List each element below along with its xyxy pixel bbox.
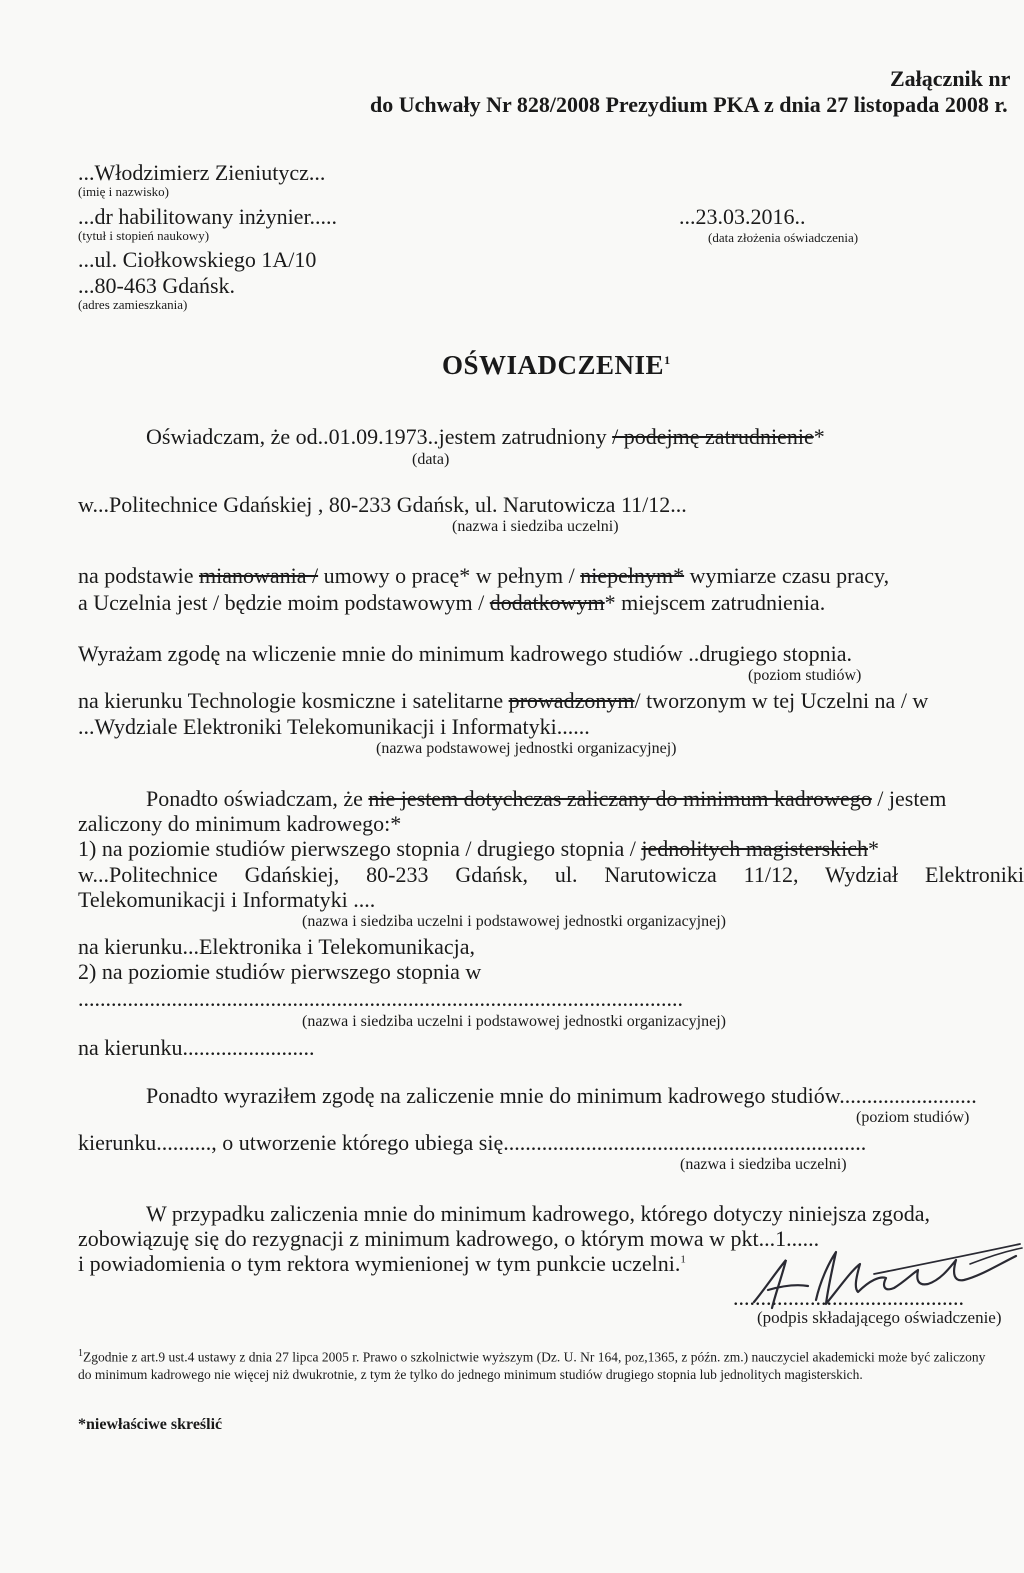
prior-consent-university-caption: (nazwa i siedziba uczelni)	[680, 1156, 847, 1173]
level-1-field-line: na kierunku...Elektronika i Telekomunikacja,	[78, 934, 475, 959]
additional-statement-line: Ponadto oświadczam, że nie jestem dotychczas zaliczany do minimum kadrowego / jestem	[146, 786, 947, 811]
person-name-caption: (imię i nazwisko)	[78, 184, 169, 199]
declaration-date: ...23.03.2016..	[679, 204, 806, 229]
footnote-mark: 1	[78, 1348, 83, 1359]
obligation-line-2: zobowiązuję się do rezygnacji z minimum kadrowego, o którym mowa w pkt...1......	[78, 1226, 820, 1251]
level-2-line: 2) na poziomie studiów pierwszego stopnia w	[78, 959, 482, 984]
level-1-caption: (nazwa i siedziba uczelni i podstawowej jednostki organizacyjnej)	[302, 913, 726, 930]
declaration-date-caption: (data złożenia oświadczenia)	[708, 230, 859, 245]
level-1-line: 1) na poziomie studiów pierwszego stopnia / drugiego stopnia / jednolitych magisterskich*	[78, 836, 880, 861]
prior-consent-field-line: kierunku.........., o utworzenie którego ubiega się..................................................................	[78, 1130, 867, 1155]
resolution-reference: do Uchwały Nr 828/2008 Prezydium PKA z dnia 27 listopada 2008 r.	[370, 92, 1008, 117]
person-title: ...dr habilitowany inżynier.....	[78, 204, 338, 229]
prior-consent-level-caption: (poziom studiów)	[856, 1109, 970, 1126]
primary-employment-line: a Uczelnia jest / będzie moim podstawowym / dodatkowym* miejscem zatrudnienia.	[78, 590, 826, 615]
prior-consent-line: Ponadto wyraziłem zgodę na zaliczenie mnie do minimum kadrowego studiów.........................	[146, 1083, 977, 1108]
level-2-dotted-line: ..............................................................................................................	[78, 986, 683, 1011]
struck-option: jednolitych magisterskich	[641, 836, 869, 861]
faculty-caption: (nazwa podstawowej jednostki organizacyjnej)	[376, 740, 677, 757]
included-in-minimum-line: zaliczony do minimum kadrowego:*	[78, 811, 402, 836]
study-level-caption: (poziom studiów)	[748, 667, 862, 684]
signature-caption: (podpis składającego oświadczenie)	[757, 1308, 1002, 1327]
annex-label: Załącznik nr	[890, 66, 1011, 91]
level-2-caption: (nazwa i siedziba uczelni i podstawowej jednostki organizacyjnej)	[302, 1013, 726, 1030]
obligation-line-1: W przypadku zaliczenia mnie do minimum kadrowego, którego dotyczy niniejsza zgoda,	[146, 1201, 931, 1226]
person-name: ...Włodzimierz Zieniutycz...	[78, 160, 326, 185]
faculty-line: ...Wydziale Elektroniki Telekomunikacji i Informatyki......	[78, 714, 590, 739]
struck-option: nie jestem dotychczas zaliczany do minimum kadrowego	[368, 786, 872, 811]
level-1-faculty-line: Telekomunikacji i Informatyki ....	[78, 887, 376, 912]
level-2-field-line: na kierunku........................	[78, 1035, 315, 1060]
handwritten-signature	[724, 1230, 1024, 1320]
field-of-study-line: na kierunku Technologie kosmiczne i satelitarne prowadzonym/ tworzonym w tej Uczelni na / w	[78, 688, 929, 713]
consent-line: Wyrażam zgodę na wliczenie mnie do minimum kadrowego studiów ..drugiego stopnia.	[78, 641, 852, 666]
obligation-line-3: i powiadomienia o tym rektora wymienionej w tym punkcie uczelni.$^1$	[78, 1251, 686, 1276]
signature-dotted-line: ..........................................	[733, 1285, 964, 1310]
date-caption: (data)	[412, 451, 450, 468]
address-caption: (adres zamieszkania)	[78, 297, 188, 312]
obligation-footnote-mark: 1	[680, 1253, 686, 1266]
employment-basis-line: na podstawie mianowania / umowy o pracę* w pełnym / niepełnym* wymiarze czasu pracy,	[78, 563, 890, 588]
employment-statement: Oświadczam, że od..01.09.1973..jestem zatrudniony / podejmę zatrudnienie*	[146, 424, 825, 449]
university-caption: (nazwa i siedziba uczelni)	[452, 518, 619, 535]
level-1-university-line: w...Politechnice Gdańskiej, 80-233 Gdańsk, ul. Narutowicza 11/12, Wydział Elektroniki	[78, 862, 1024, 887]
title-footnote-mark: 1	[664, 353, 671, 367]
struck-option: dodatkowym	[489, 590, 605, 615]
struck-option: mianowania /	[198, 563, 319, 588]
document-title: OŚWIADCZENIE$^1$	[442, 350, 671, 380]
address-line-2: ...80-463 Gdańsk.	[78, 273, 236, 298]
footnote: $^1$Zgodnie z art.9 ust.4 ustawy z dnia 27 lipca 2005 r. Prawo o szkolnictwie wyższym (Dz. U. Nr 164, poz,1365, z późn. zm.) nauczyciel akademicki może być zaliczony do minimum kadrowego nie więcej niż dwukrotnie, z tym że tylko do jednego minimum studiów drugiego stopnia lub jednolitych magisterskich.	[78, 1348, 986, 1382]
struck-option: prowadzonym	[508, 688, 635, 713]
address-line-1: ...ul. Ciołkowskiego 1A/10	[78, 247, 317, 272]
person-title-caption: (tytuł i stopień naukowy)	[78, 228, 210, 243]
university-line: w...Politechnice Gdańskiej , 80-233 Gdańsk, ul. Narutowicza 11/12...	[78, 492, 687, 517]
struck-option: / podejmę zatrudnienie	[612, 424, 814, 449]
struck-option: niepełnym*	[580, 563, 685, 588]
strike-out-note: *niewłaściwe skreślić	[78, 1416, 223, 1433]
